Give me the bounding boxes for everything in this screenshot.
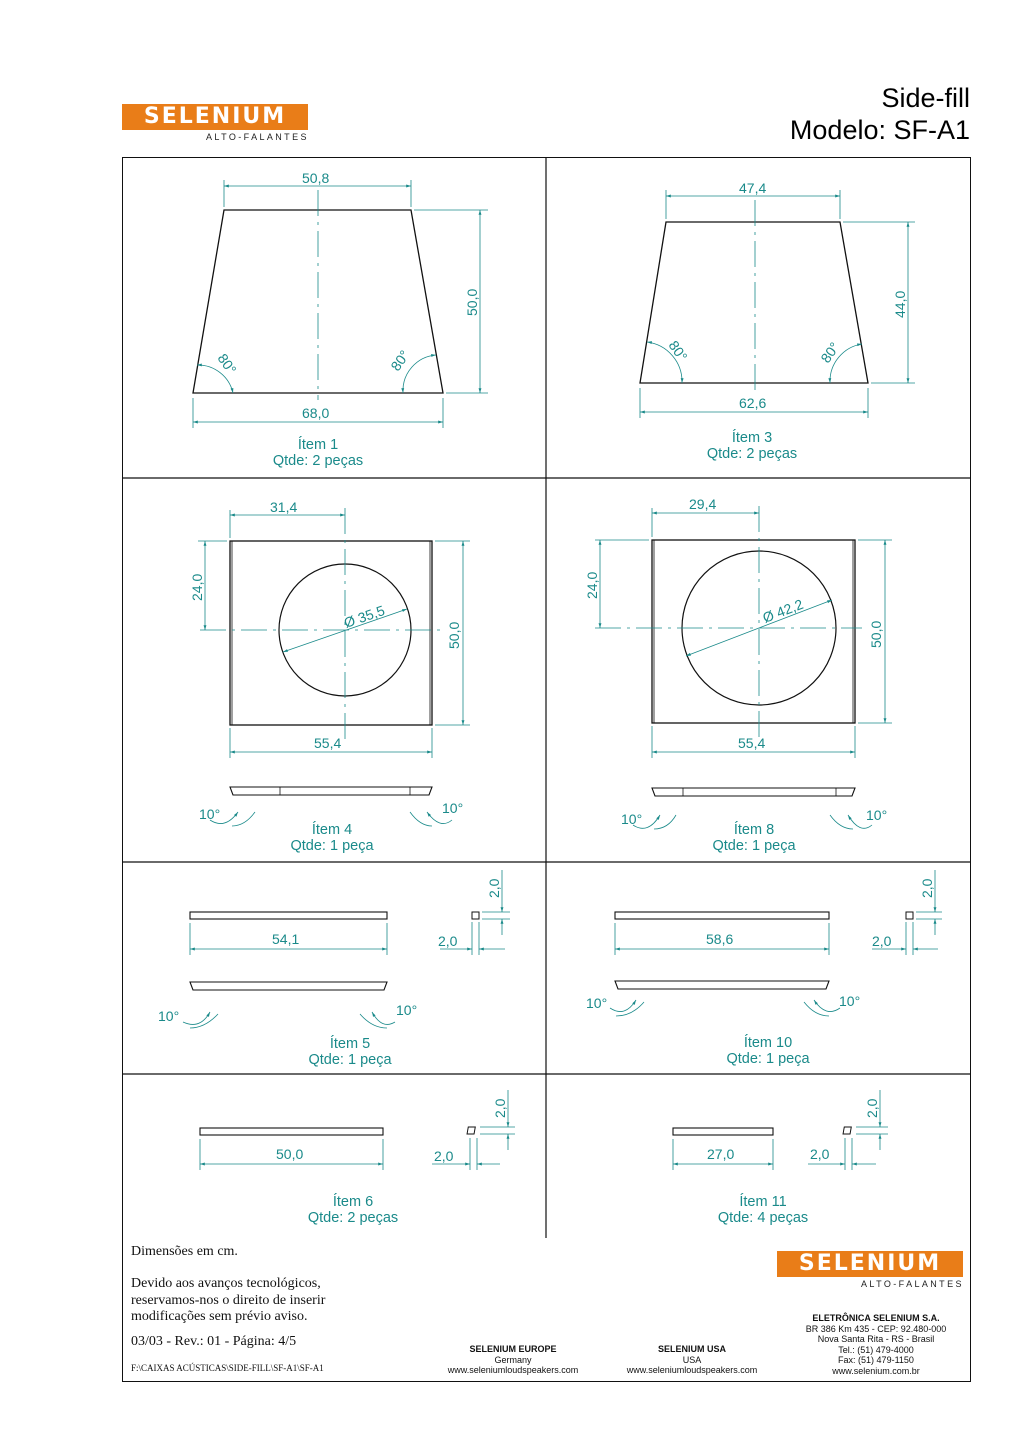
item3-caption: [672, 430, 832, 462]
item8-offset-x: 29,4: [689, 496, 717, 512]
item4-qty: Qtde: 1 peça: [290, 838, 374, 854]
item1-bottom-dim: 68,0: [302, 405, 330, 421]
item11-caption: [683, 1194, 843, 1226]
item6-length: 50,0: [276, 1146, 304, 1162]
item3-angle-left: 80°: [665, 337, 691, 365]
item3-angle-right: 80°: [817, 339, 843, 366]
item3-top-dim: 47,4: [739, 180, 767, 196]
selenium-logo-footer: SELENIUM: [777, 1251, 963, 1277]
item4-name: Ítem 4: [311, 822, 353, 838]
item4-caption: [252, 822, 412, 854]
item1-caption: [238, 437, 398, 469]
revision-info: 03/03 - Rev.: 01 - Página: 4/5: [131, 1334, 297, 1349]
page-title-line1: Side-fill: [881, 83, 970, 113]
item5-length: 54,1: [272, 931, 300, 947]
item1-drawing: [193, 180, 488, 428]
item8-diameter: Ø 42,2: [760, 595, 806, 626]
item5-qty: Qtde: 1 peça: [308, 1052, 392, 1068]
europe-contact: [430, 1344, 596, 1376]
item8-qty: Qtde: 1 peça: [712, 838, 796, 854]
europe-country: Germany: [494, 1354, 532, 1365]
usa-country: USA: [682, 1354, 702, 1365]
item11-length: 27,0: [707, 1146, 735, 1162]
item10-drawing: [610, 870, 942, 1016]
item10-caption: [688, 1035, 848, 1067]
item10-name: Ítem 10: [743, 1035, 793, 1051]
item6-section-h: 2,0: [492, 1098, 508, 1118]
item4-angle-right: 10°: [442, 800, 464, 816]
item5-name: Ítem 5: [329, 1036, 371, 1052]
item8-offset-y: 24,0: [584, 571, 600, 599]
item6-drawing: [200, 1090, 515, 1170]
disclaimer: [131, 1276, 325, 1326]
item8-width: 55,4: [738, 735, 766, 751]
item10-angle-right: 10°: [839, 993, 861, 1009]
usa-contact: [608, 1344, 776, 1376]
item1-name: Ítem 1: [297, 437, 339, 453]
europe-url[interactable]: www.seleniumloudspeakers.com: [447, 1365, 579, 1375]
item1-top-dim: 50,8: [302, 170, 330, 186]
item5-section-w: 2,0: [438, 933, 458, 949]
item1-angle-left: 80°: [214, 350, 240, 378]
frame-grid: [122, 157, 971, 1238]
item8-angle-left: 10°: [621, 811, 643, 827]
item3-qty: Qtde: 2 peças: [706, 446, 798, 462]
item3-drawing: [640, 190, 915, 418]
item5-section-h: 2,0: [486, 878, 502, 898]
item4-offset-y: 24,0: [189, 573, 205, 601]
item4-offset-x: 31,4: [270, 499, 298, 515]
item10-length: 58,6: [706, 931, 734, 947]
item5-angle-right: 10°: [396, 1002, 418, 1018]
item8-angle-right: 10°: [866, 807, 888, 823]
disclaimer-line3: modificações sem prévio aviso.: [131, 1309, 308, 1324]
item11-drawing: [673, 1090, 888, 1170]
item11-name: Ítem 11: [739, 1194, 787, 1210]
item3-height-dim: 44,0: [892, 290, 908, 318]
brazil-address2: Nova Santa Rita - RS - Brasil: [817, 1334, 935, 1344]
brazil-url[interactable]: www.selenium.com.br: [832, 1365, 920, 1376]
item4-angle-left: 10°: [199, 806, 221, 822]
logo-subtitle: ALTO-FALANTES: [206, 132, 309, 142]
item10-section-w: 2,0: [872, 933, 892, 949]
item5-angle-left: 10°: [158, 1008, 180, 1024]
item10-section-h: 2,0: [919, 878, 935, 898]
item8-drawing: [595, 506, 892, 829]
item6-name: Ítem 6: [332, 1194, 374, 1210]
brazil-title: ELETRÔNICA SELENIUM S.A.: [812, 1313, 940, 1323]
item6-qty: Qtde: 2 peças: [307, 1210, 399, 1226]
brazil-fax: Fax: (51) 479-1150: [838, 1355, 914, 1365]
units-note: Dimensões em cm.: [131, 1244, 238, 1259]
item11-qty: Qtde: 4 peças: [717, 1210, 809, 1226]
item11-section-h: 2,0: [864, 1098, 880, 1118]
usa-title: SELENIUM USA: [657, 1344, 726, 1354]
item10-angle-left: 10°: [586, 995, 608, 1011]
item3-bottom-dim: 62,6: [739, 395, 767, 411]
brazil-address1: BR 386 Km 435 - CEP: 92.480-000: [805, 1323, 947, 1334]
item8-caption: [674, 822, 834, 854]
item1-height-dim: 50,0: [464, 288, 480, 316]
disclaimer-line1: Devido aos avanços tecnológicos,: [131, 1276, 321, 1291]
item8-height: 50,0: [868, 620, 884, 648]
item11-section-w: 2,0: [810, 1146, 830, 1162]
item10-qty: Qtde: 1 peça: [726, 1051, 810, 1067]
item5-drawing: [183, 870, 510, 1028]
selenium-logo: SELENIUM: [122, 104, 308, 130]
item6-caption: [273, 1194, 433, 1226]
usa-url[interactable]: www.seleniumloudspeakers.com: [626, 1365, 758, 1375]
item1-angle-right: 80°: [387, 347, 413, 374]
brazil-tel: Tel.: (51) 479-4000: [838, 1344, 914, 1355]
item4-drawing: [198, 508, 470, 826]
file-path: F:\CAIXAS ACÚSTICAS\SIDE-FILL\SF-A1\SF-A1: [131, 1363, 324, 1373]
disclaimer-line2: reservamos-nos o direito de inserir: [131, 1292, 326, 1308]
item4-diameter: Ø 35,5: [341, 602, 387, 631]
item4-height: 50,0: [446, 621, 462, 649]
item1-qty: Qtde: 2 peças: [272, 453, 364, 469]
europe-title: SELENIUM EUROPE: [469, 1344, 557, 1354]
item3-name: Ítem 3: [731, 430, 773, 446]
item5-caption: [270, 1036, 430, 1068]
item6-section-w: 2,0: [434, 1148, 454, 1164]
brazil-contact: [792, 1313, 960, 1376]
page-title-line2: Modelo: SF-A1: [789, 115, 970, 145]
item8-name: Ítem 8: [733, 822, 775, 838]
logo-subtitle-footer: ALTO-FALANTES: [861, 1279, 964, 1289]
item4-width: 55,4: [314, 735, 342, 751]
